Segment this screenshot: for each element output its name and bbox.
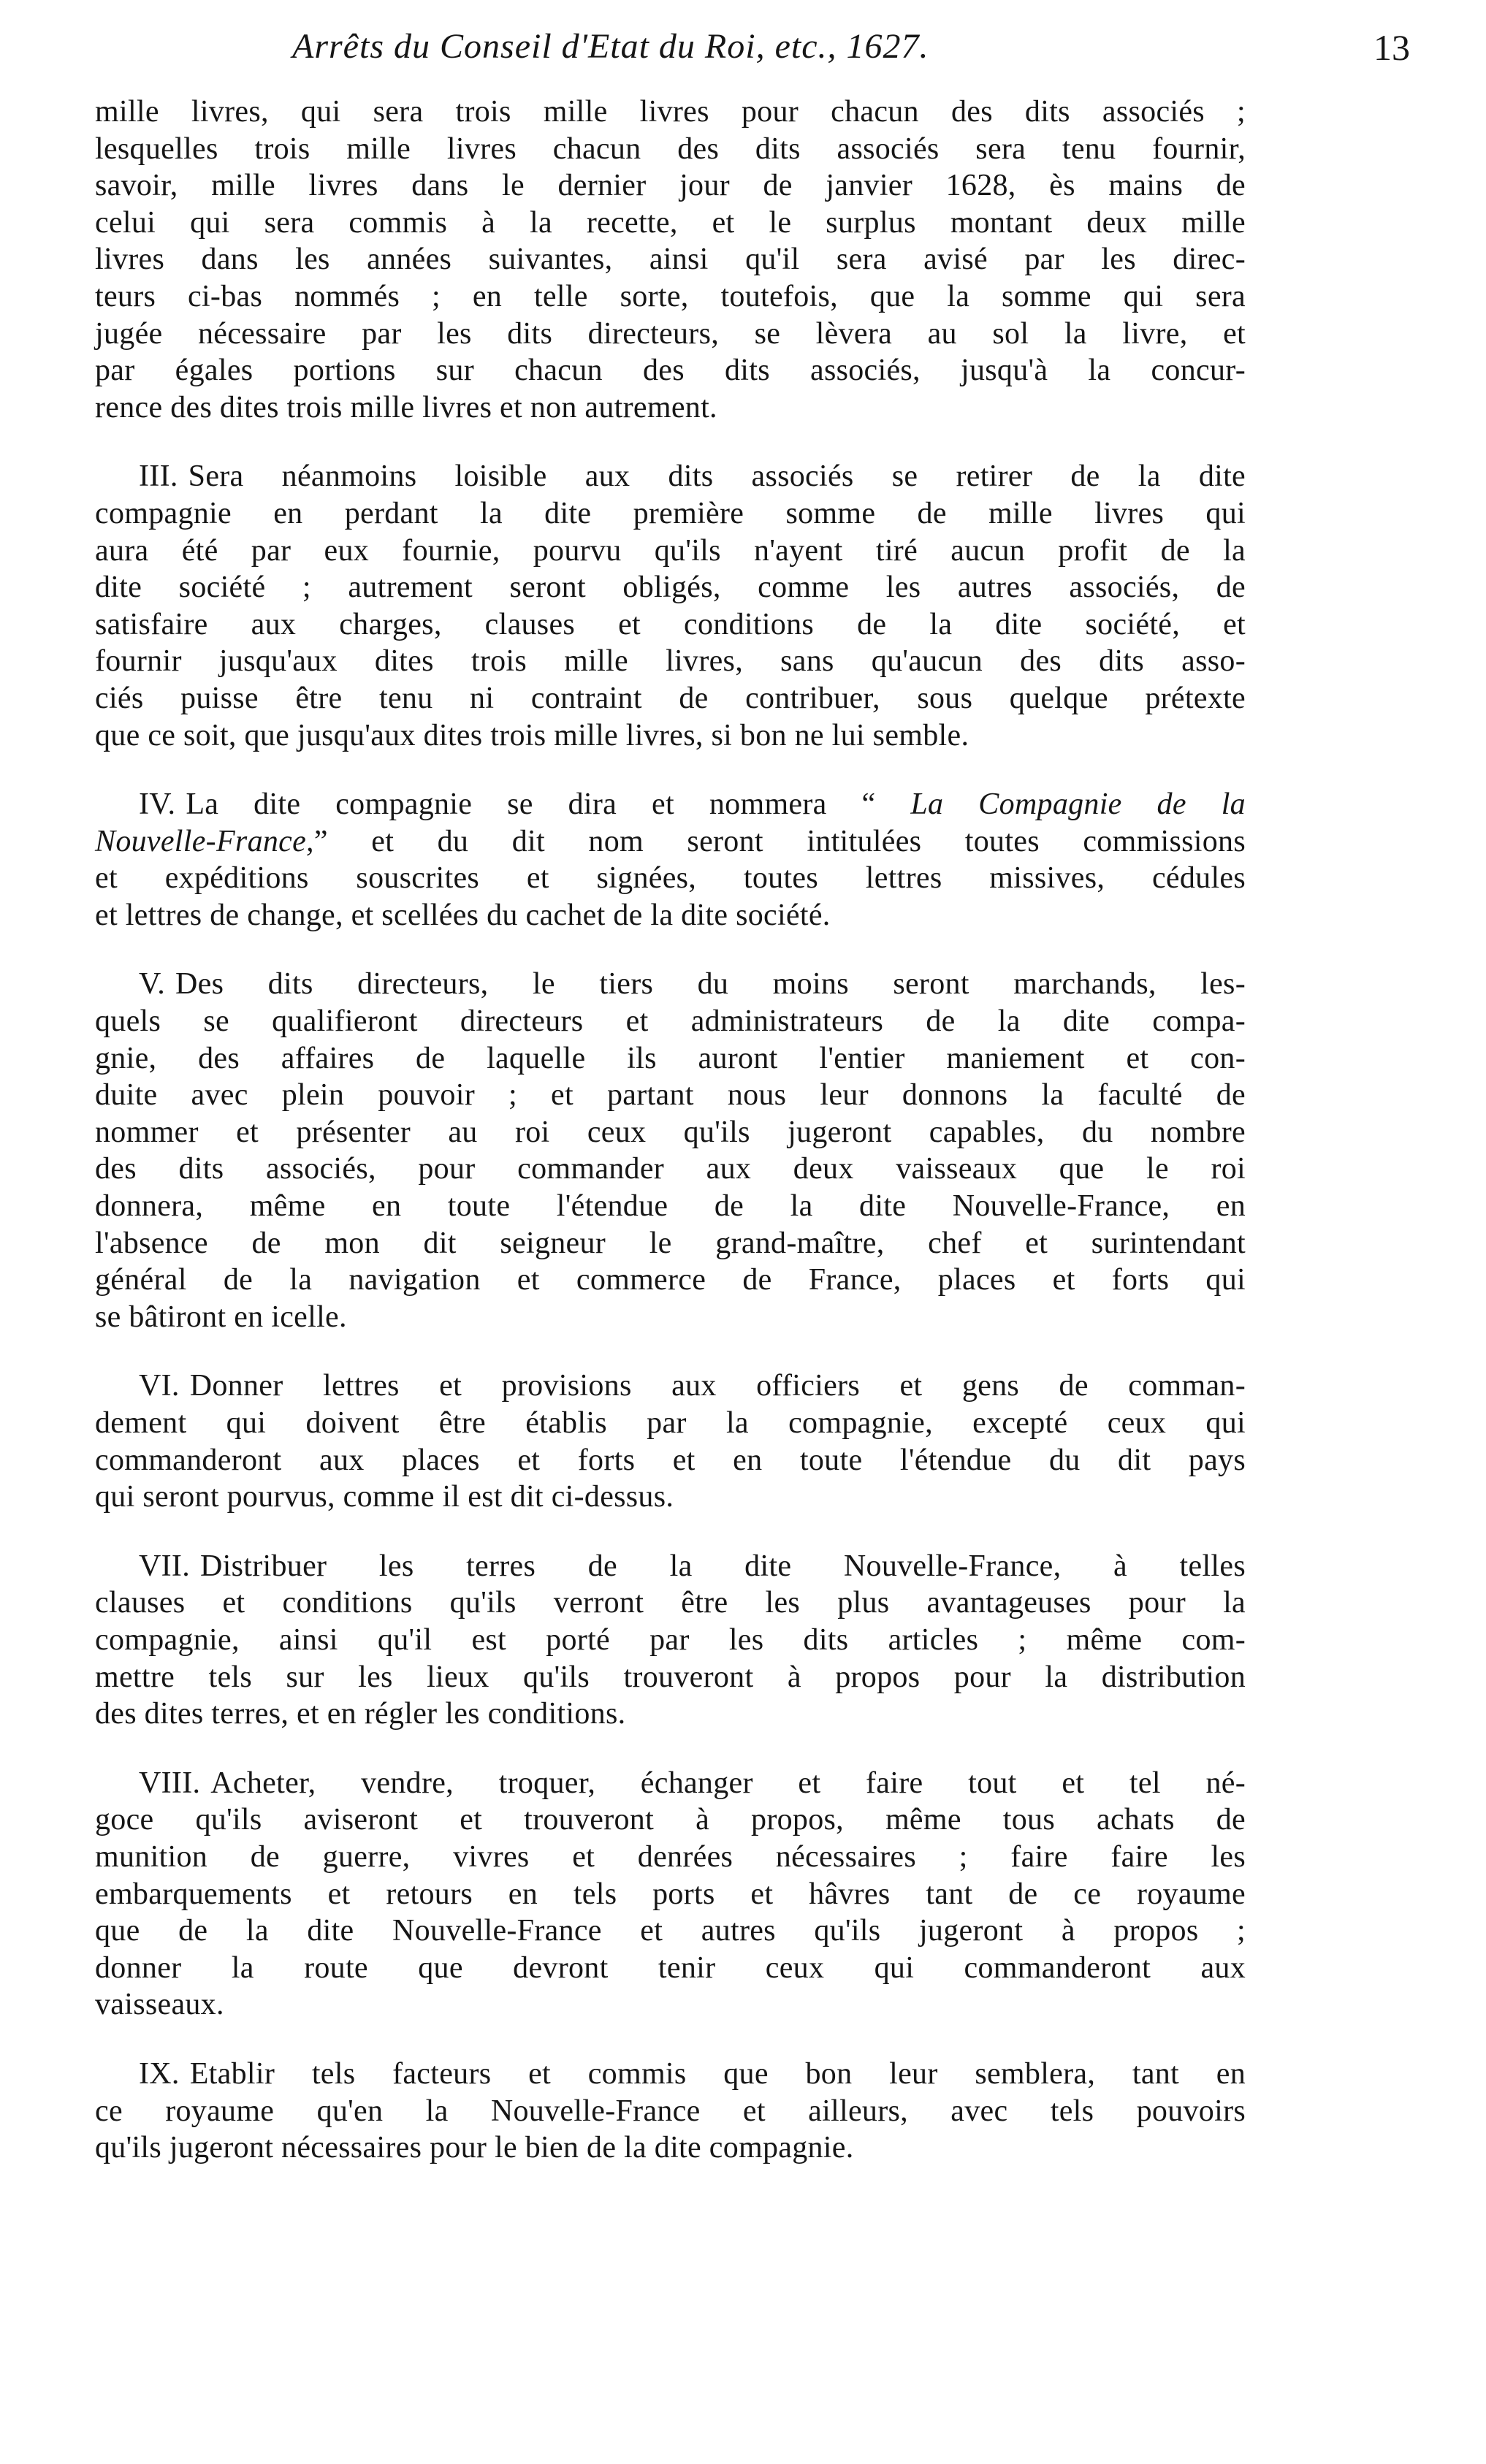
text-line: Sera néanmoins loisible aux dits associés se retirer de la dite <box>188 459 1246 494</box>
company-title-text: La Compagnie de la <box>910 787 1246 822</box>
text-line: nommer et présenter au roi ceux qu'ils jugeront capables, du nombre <box>95 1115 1246 1149</box>
body-text <box>95 94 1246 2167</box>
text-line: dite société ; autrement seront obligés, comme les autres associés, de <box>95 571 1246 605</box>
text-line: La dite compagnie se dira et nommera “ La Compagnie de la <box>186 787 1246 822</box>
text-line: mettre tels sur les lieux qu'ils trouveront à propos pour la distribution <box>95 1660 1246 1694</box>
article-iv <box>95 786 1246 934</box>
text-line: clauses et conditions qu'ils verront être les plus avantageuses pour la <box>95 1586 1246 1620</box>
running-head <box>95 26 1410 77</box>
text-line: Des dits directeurs, le tiers du moins seront marchands, les- <box>175 967 1246 1002</box>
article-number: III. <box>139 459 178 494</box>
article-first-line <box>95 966 1246 1003</box>
company-title-text: Nouvelle-France, <box>95 824 314 858</box>
article-first-line <box>95 458 1246 495</box>
text-line: par égales portions sur chacun des dits associés, jusqu'à la concur- <box>95 354 1246 388</box>
text-line: embarquements et retours en tels ports et hâvres tant de ce royaume <box>95 1877 1246 1911</box>
text-line: Acheter, vendre, troquer, échanger et faire tout et tel né- <box>210 1766 1246 1800</box>
text-line: dement qui doivent être établis par la compagnie, excepté ceux qui <box>95 1406 1246 1440</box>
article-number: IV. <box>139 787 176 822</box>
article-first-line <box>95 2056 1246 2093</box>
text-line: jugée nécessaire par les dits directeurs, se lèvera au sol la livre, et <box>95 316 1246 351</box>
article-v <box>95 966 1246 1335</box>
text-line: des dites terres, et en régler les conditions. <box>95 1697 626 1731</box>
article-ix <box>95 2056 1246 2167</box>
text-line: que de la dite Nouvelle-France et autres qu'ils jugeront à propos ; <box>95 1914 1246 1948</box>
text-line: ce royaume qu'en la Nouvelle-France et ailleurs, avec tels pouvoirs <box>95 2094 1246 2128</box>
article-number: V. <box>139 967 166 1002</box>
text-line: Nouvelle-France,” et du dit nom seront intitulées toutes commissions <box>95 824 1246 858</box>
text-line: aura été par eux fournie, pourvu qu'ils n'ayent tiré aucun profit de la <box>95 533 1246 568</box>
article-vi <box>95 1368 1246 1515</box>
article-number: VIII. <box>139 1766 201 1800</box>
article-vii <box>95 1548 1246 1733</box>
text-line: se bâtiront en icelle. <box>95 1300 347 1334</box>
text-line: savoir, mille livres dans le dernier jour de janvier 1628, ès mains de <box>95 169 1246 203</box>
article-first-line <box>95 1368 1246 1405</box>
text-line: qui seront pourvus, comme il est dit ci-dessus. <box>95 1480 674 1514</box>
text-line: fournir jusqu'aux dites trois mille livres, sans qu'aucun des dits asso- <box>95 644 1246 679</box>
text-line: et expéditions souscrites et signées, toutes lettres missives, cédules <box>95 861 1246 896</box>
text-line: rence des dites trois mille livres et non autrement. <box>95 390 717 424</box>
article-number: IX. <box>139 2056 180 2091</box>
text-line: satisfaire aux charges, clauses et conditions de la dite société, et <box>95 607 1246 641</box>
text-line: donnera, même en toute l'étendue de la dite Nouvelle-France, en <box>95 1189 1246 1224</box>
text-line: celui qui sera commis à la recette, et le surplus montant deux mille <box>95 205 1246 240</box>
text-line: compagnie, ainsi qu'il est porté par les dits articles ; même com- <box>95 1622 1246 1657</box>
text-line: que ce soit, que jusqu'aux dites trois mille livres, si bon ne lui semble. <box>95 718 969 752</box>
article-viii <box>95 1765 1246 2024</box>
text-line: commanderont aux places et forts et en toute l'étendue du dit pays <box>95 1443 1246 1477</box>
page-number: 13 <box>1373 27 1410 68</box>
text-line: mille livres, qui sera trois mille livres pour chacun des dits associés ; <box>95 95 1246 129</box>
text-line: donner la route que devront tenir ceux qui commanderont aux <box>95 1950 1246 1985</box>
article-first-line <box>95 786 1246 823</box>
text-line: munition de guerre, vivres et denrées nécessaires ; faire faire les <box>95 1839 1246 1874</box>
text-line: gnie, des affaires de laquelle ils auront l'entier maniement et con- <box>95 1041 1246 1075</box>
text-line: livres dans les années suivantes, ainsi qu'il sera avisé par les direc- <box>95 243 1246 277</box>
text-line: ciés puisse être tenu ni contraint de contribuer, sous quelque prétexte <box>95 681 1246 715</box>
text-line: et lettres de change, et scellées du cachet de la dite société. <box>95 898 831 932</box>
running-title: Arrêts du Conseil d'Etat du Roi, etc., 1627. <box>292 27 929 66</box>
text-line: teurs ci-bas nommés ; en telle sorte, toutefois, que la somme qui sera <box>95 279 1246 313</box>
text-line: lesquelles trois mille livres chacun des dits associés sera tenu fournir, <box>95 131 1246 166</box>
article-iii <box>95 458 1246 754</box>
text-line: duite avec plein pouvoir ; et partant nous leur donnons la faculté de <box>95 1078 1246 1113</box>
text-line: général de la navigation et commerce de France, places et forts qui <box>95 1263 1246 1297</box>
text-line: quels se qualifieront directeurs et administrateurs de la dite compa- <box>95 1004 1246 1039</box>
text-line: des dits associés, pour commander aux deux vaisseaux que le roi <box>95 1152 1246 1186</box>
text-line: goce qu'ils aviseront et trouveront à propos, même tous achats de <box>95 1803 1246 1837</box>
text-line: l'absence de mon dit seigneur le grand-maître, chef et surintendant <box>95 1226 1246 1260</box>
text-line: compagnie en perdant la dite première somme de mille livres qui <box>95 496 1246 530</box>
text-line: Etablir tels facteurs et commis que bon leur semblera, tant en <box>189 2056 1246 2091</box>
article-number: VII. <box>139 1549 191 1583</box>
text-line: Donner lettres et provisions aux officiers et gens de comman- <box>189 1369 1246 1403</box>
text-line: qu'ils jugeront nécessaires pour le bien de la dite compagnie. <box>95 2131 854 2165</box>
paragraph-continuation <box>95 94 1246 426</box>
text-line: Distribuer les terres de la dite Nouvelle-France, à telles <box>200 1549 1246 1583</box>
text-line: vaisseaux. <box>95 1988 224 2022</box>
article-number: VI. <box>139 1369 180 1403</box>
article-first-line <box>95 1548 1246 1585</box>
article-first-line <box>95 1765 1246 1802</box>
